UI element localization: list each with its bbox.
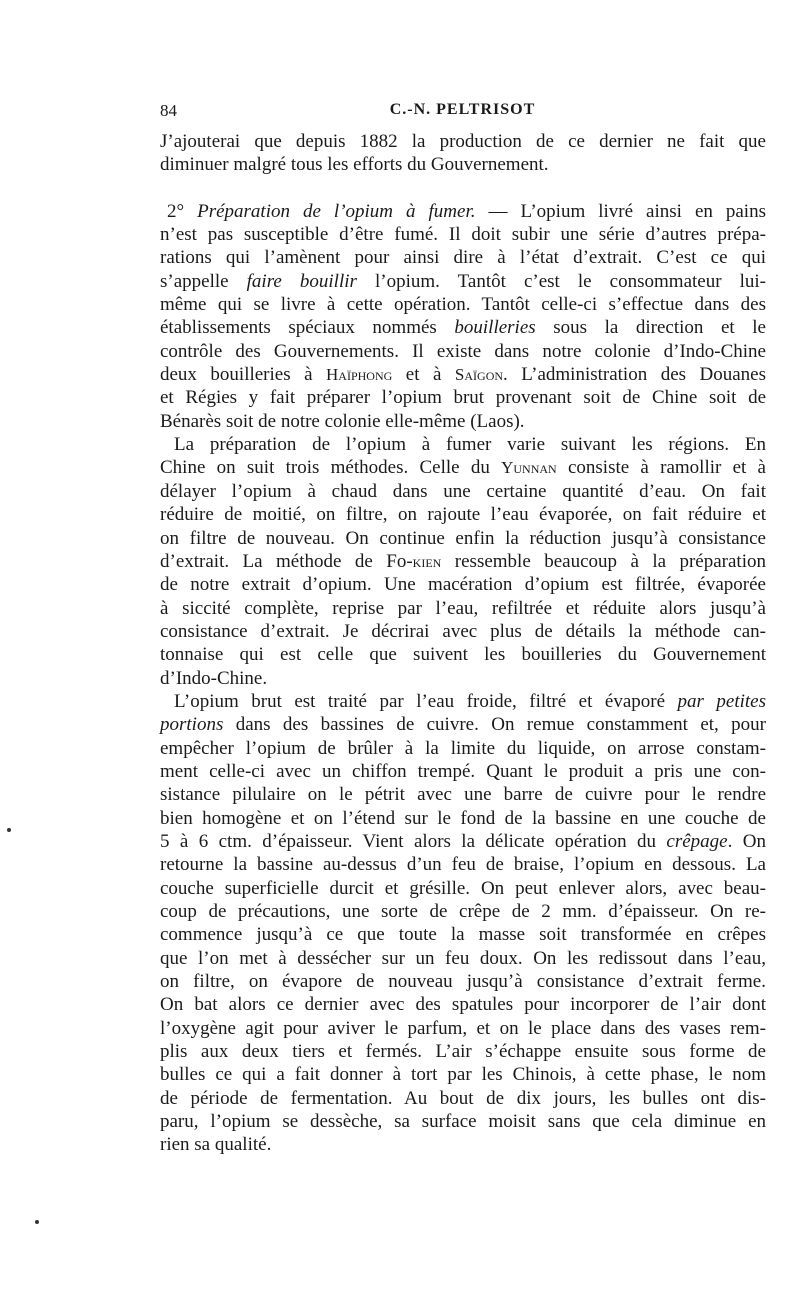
text-line: n’est pas susceptible d’être fumé. Il doit subir une série d’autres prépa- [160, 224, 766, 246]
text-line: L’opium brut est traité par l’eau froide, filtré et évaporé par petites [174, 690, 766, 712]
text-line: Chine on suit trois méthodes. Celle du Yunnan consiste à ramollir et à [160, 457, 766, 479]
text-line: diminuer malgré tous les efforts du Gouvernement. [160, 154, 549, 176]
italic-text: Préparation de l’opium à fumer. [197, 200, 476, 222]
text-line: on filtre de nouveau. On continue enfin la réduction jusqu’à consistance [160, 527, 766, 549]
small-caps-name: Saïgon [454, 365, 504, 385]
text-line: J’ajouterai que depuis 1882 la production de ce dernier ne fait que [160, 131, 766, 152]
text-line: commence jusqu’à ce que toute la masse soit transformée en crêpes [160, 924, 766, 946]
text-line: portions dans des bassines de cuivre. On remue constamment et, pour [160, 714, 766, 736]
text-line: de notre extrait d’opium. Une macération d’opium est filtrée, évaporée [160, 574, 766, 596]
text-body [160, 130, 766, 1157]
small-caps-name: kien [412, 551, 442, 571]
text-line: rien sa qualité. [160, 1134, 272, 1156]
text-line: La préparation de l’opium à fumer varie suivant les régions. En [174, 434, 766, 456]
text-line: coup de précautions, une sorte de crêpe de 2 mm. d’épaisseur. On re- [160, 901, 766, 922]
page-number: 84 [160, 101, 177, 120]
scan-speck [35, 1220, 39, 1224]
scan-speck [7, 828, 11, 832]
text-line: paru, l’opium se dessèche, sa surface moisit sans que cela diminue en [160, 1111, 766, 1133]
text-line: plis aux deux tiers et fermés. L’air s’échappe ensuite sous forme de [160, 1041, 766, 1063]
italic-text: bouilleries [454, 317, 536, 339]
text-line: consistance d’extrait. Je décrirai avec plus de détails la méthode can- [160, 620, 766, 642]
text-line: rations qui l’amènent pour ainsi dire à l’état d’extrait. C’est ce qui [160, 247, 766, 269]
text-line: d’Indo-Chine. [160, 667, 268, 689]
small-caps-name: Haïphong [326, 365, 393, 385]
text-line: réduire de moitié, on filtre, on rajoute l’eau évaporée, on fait réduire et [160, 504, 766, 526]
text-line: couche superficielle durcit et grésille. On peut enlever alors, avec beau- [160, 877, 766, 899]
text-line: tonnaise qui est celle que suivent les bouilleries du Gouvernement [160, 644, 766, 666]
text-line: même qui se livre à cette opération. Tantôt celle-ci s’effectue dans des [160, 294, 766, 316]
text-line: ment celle-ci avec un chiffon trempé. Quant le produit a pris une con- [160, 760, 766, 782]
text-line: délayer l’opium à chaud dans une certaine quantité d’eau. On fait [160, 480, 766, 502]
text-line: de période de fermentation. Au bout de dix jours, les bulles ont dis- [160, 1087, 766, 1109]
text-line: sistance pilulaire on le pétrit avec une barre de cuivre pour le rendre [160, 784, 766, 806]
small-caps-name: Yunnan [501, 458, 557, 478]
italic-text: par petites [677, 690, 766, 712]
text-line: retourne la bassine au-dessus d’un feu de braise, l’opium en dessous. La [160, 854, 766, 876]
text-line: On bat alors ce dernier avec des spatules pour incorporer de l’air dont [160, 994, 766, 1016]
text-line: à siccité complète, reprise par l’eau, refiltrée et réduite alors jusqu’à [160, 597, 766, 619]
text-line: contrôle des Gouvernements. Il existe dans notre colonie d’Indo-Chine [160, 340, 766, 362]
text-line: établissements spéciaux nommés bouilleries sous la direction et le [160, 317, 766, 339]
text-line: d’extrait. La méthode de Fo-kien ressemble beaucoup à la préparation [160, 550, 766, 572]
page-header [160, 101, 765, 125]
text-line: Bénarès soit de notre colonie elle-même (Laos). [160, 410, 525, 432]
text-line: bulles ce qui a fait donner à tort par les Chinois, à cette phase, le nom [160, 1064, 766, 1086]
text-line: que l’on met à dessécher sur un feu doux. On les redissout dans l’eau, [160, 947, 766, 969]
text-line: et Régies y fait préparer l’opium brut provenant soit de Chine soit de [160, 387, 766, 409]
text-line: 5 à 6 ctm. d’épaisseur. Vient alors la délicate opération du crêpage. On [160, 830, 766, 852]
italic-text: faire bouillir [246, 270, 357, 292]
text-line: deux bouilleries à Haïphong et à Saïgon. L’administration des Douanes [160, 364, 766, 386]
italic-text: crêpage [666, 830, 728, 852]
italic-text: portions [160, 714, 224, 736]
text-line: s’appelle faire bouillir l’opium. Tantôt c’est le consommateur lui- [160, 270, 766, 292]
paragraph-gap [160, 177, 766, 200]
running-head: C.-N. PELTRISOT [389, 101, 536, 118]
text-line: bien homogène et on l’étend sur le fond de la bassine en une couche de [160, 807, 766, 829]
text-line: on filtre, on évapore de nouveau jusqu’à consistance d’extrait ferme. [160, 971, 766, 993]
text-line: l’oxygène agit pour aviver le parfum, et on le place dans des vases rem- [160, 1017, 766, 1039]
text-line: 2° Préparation de l’opium à fumer. — L’opium livré ainsi en pains [167, 200, 766, 222]
text-line: empêcher l’opium de brûler à la limite du liquide, on arrose constam- [160, 737, 766, 759]
